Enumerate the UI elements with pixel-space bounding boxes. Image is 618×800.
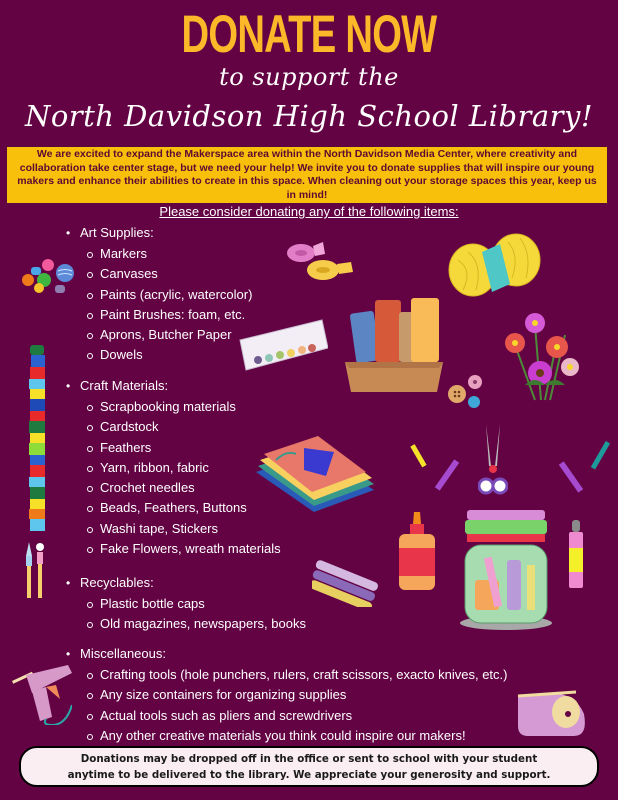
- category-label: • Recyclables:: [66, 574, 306, 592]
- list-item: Markers: [86, 244, 252, 264]
- list-item: Cardstock: [86, 417, 281, 437]
- list-item: Old magazines, newspapers, books: [86, 614, 306, 634]
- category-craft-materials: [66, 377, 281, 559]
- magazines-icon: [256, 430, 376, 515]
- list-item: Actual tools such as pliers and screwdrivers: [86, 706, 508, 726]
- beads-icon: [22, 253, 78, 298]
- list-item: Aprons, Butcher Paper: [86, 325, 252, 345]
- washi-tape-icon: [285, 240, 360, 290]
- footer-note: [19, 746, 599, 787]
- list-item: Paints (acrylic, watercolor): [86, 285, 252, 305]
- intro-banner: We are excited to expand the Makerspace area within the North Davidson Media Center, where creativity and collaboration take center stage, but we need your help! We invite you to donate supplies that will inspire our young makers and enhance their abilities to create in this space. When cleaning out your storage spaces this year, keep us in mind!: [6, 146, 608, 204]
- bottle-caps-tower-icon: [26, 345, 50, 535]
- item-list: [66, 244, 252, 366]
- list-item: Washi tape, Stickers: [86, 519, 281, 539]
- list-item: Canvases: [86, 264, 252, 284]
- list-item: Dowels: [86, 345, 252, 365]
- donation-prompt: Please consider donating any of the following items:: [159, 204, 459, 219]
- list-item: Plastic bottle caps: [86, 594, 306, 614]
- clay-tools-icon: [22, 542, 50, 598]
- glue-gun-icon: [12, 665, 72, 725]
- category-label: • Miscellaneous:: [66, 645, 508, 663]
- list-item: Beads, Feathers, Buttons: [86, 498, 281, 518]
- list-item: Paint Brushes: foam, etc.: [86, 305, 252, 325]
- list-item: Scrapbooking materials: [86, 397, 281, 417]
- supply-jar-icon: [455, 505, 557, 630]
- list-item: Fake Flowers, wreath materials: [86, 539, 281, 559]
- footer-line-2: anytime to be delivered to the library. We appreciate your generosity and support.: [67, 769, 551, 781]
- glue-bottle-icon: [397, 512, 437, 592]
- item-list: [66, 665, 508, 746]
- category-miscellaneous: [66, 645, 508, 746]
- footer-line-1: Donations may be dropped off in the office or sent to school with your student: [80, 753, 538, 765]
- colored-pencils-icon: [408, 440, 618, 505]
- watercolor-palette-icon: [238, 318, 328, 376]
- list-item: Feathers: [86, 438, 281, 458]
- paint-tube-icon: [567, 520, 585, 590]
- yarn-icon: [448, 230, 543, 300]
- list-item: Crochet needles: [86, 478, 281, 498]
- subtitle-line-1: to support the: [219, 63, 399, 91]
- category-art-supplies: [66, 224, 252, 366]
- buttons-icon: [447, 372, 487, 412]
- page-title: DONATE NOW: [181, 5, 437, 64]
- category-recyclables: [66, 574, 306, 635]
- fabric-box-icon: [345, 292, 445, 392]
- category-label: • Art Supplies:: [66, 224, 252, 242]
- scissors-icon: [478, 424, 508, 496]
- category-label: • Craft Materials:: [66, 377, 281, 395]
- item-list: [66, 594, 306, 635]
- list-item: Yarn, ribbon, fabric: [86, 458, 281, 478]
- list-item: Any size containers for organizing supplies: [86, 685, 508, 705]
- list-item: Crafting tools (hole punchers, rulers, craft scissors, exacto knives, etc.): [86, 665, 508, 685]
- item-list: [66, 397, 281, 559]
- markers-icon: [312, 557, 387, 607]
- subtitle-line-2: North Davidson High School Library!: [24, 99, 594, 133]
- flowers-icon: [505, 305, 585, 405]
- list-item: Any other creative materials you think could inspire our makers!: [86, 726, 508, 746]
- tape-dispenser-icon: [516, 690, 590, 738]
